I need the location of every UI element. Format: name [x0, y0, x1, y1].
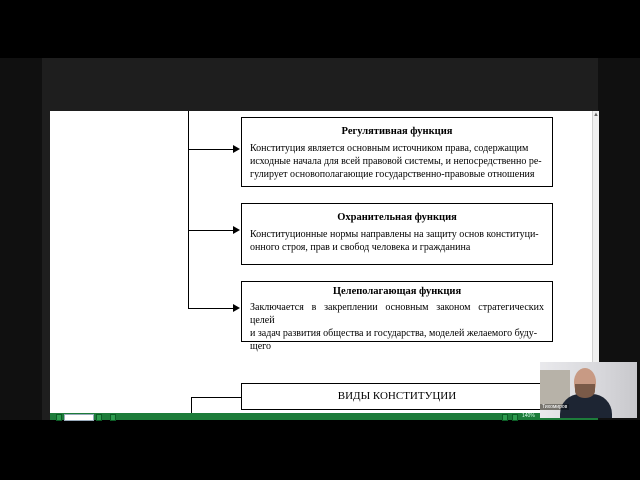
- arrow-head-icon: [233, 304, 240, 312]
- text-line: онного строя, прав и свобод человека и гражданина: [250, 242, 471, 253]
- fit-button[interactable]: [512, 414, 518, 421]
- zoom-button[interactable]: [502, 414, 508, 421]
- text-line: исходные начала для всей правовой системы, и непосредственно ре-: [250, 156, 542, 167]
- protective-function-box: [241, 203, 553, 265]
- box-text: [242, 142, 552, 181]
- arrow-3: [188, 308, 234, 309]
- status-button[interactable]: [96, 414, 102, 421]
- arrow-head-icon: [233, 226, 240, 234]
- text-line: щего: [250, 341, 271, 352]
- text-line: гулирует основополагающие государственно-правовые отношения: [250, 169, 535, 180]
- box-title: Регулятивная функция: [341, 126, 453, 137]
- box-title: Охранительная функция: [337, 212, 457, 223]
- text-line: и задач развития общества и государства, моделей желаемого буду-: [250, 328, 538, 339]
- types-connector-line: [191, 397, 192, 413]
- left-margin: [0, 58, 42, 420]
- status-button[interactable]: [56, 414, 62, 421]
- text-line: Конституционные нормы направлены на защиту основ конституци-: [250, 229, 539, 240]
- page-field[interactable]: [64, 414, 94, 421]
- arrow-1: [188, 149, 234, 150]
- status-bar: [50, 413, 598, 420]
- goal-setting-function-box: [241, 281, 553, 352]
- types-label: ВИДЫ КОНСТИТУЦИИ: [337, 390, 457, 402]
- arrow-2: [188, 230, 234, 231]
- box-text: [242, 301, 552, 353]
- status-button[interactable]: [110, 414, 116, 421]
- regulatory-function-box: [241, 117, 553, 187]
- text-line: Конституция является основным источником права, содержащим: [250, 143, 529, 154]
- zoom-level: 140%: [522, 413, 535, 419]
- box-title: Целеполагающая функция: [332, 286, 462, 297]
- arrow-head-icon: [233, 145, 240, 153]
- webcam-overlay: [540, 362, 637, 418]
- constitution-types-box: [241, 383, 553, 410]
- box-text: [242, 228, 552, 254]
- text-line: Заключается в закреплении основным законом стратегических целей: [250, 302, 544, 326]
- document-page: [50, 111, 592, 413]
- presenter-name: Тихомиров: [542, 404, 568, 410]
- connector-line: [188, 111, 189, 308]
- scroll-up-icon[interactable]: ▲: [593, 112, 599, 118]
- presenter-beard: [575, 384, 595, 398]
- types-connector-top: [191, 397, 241, 398]
